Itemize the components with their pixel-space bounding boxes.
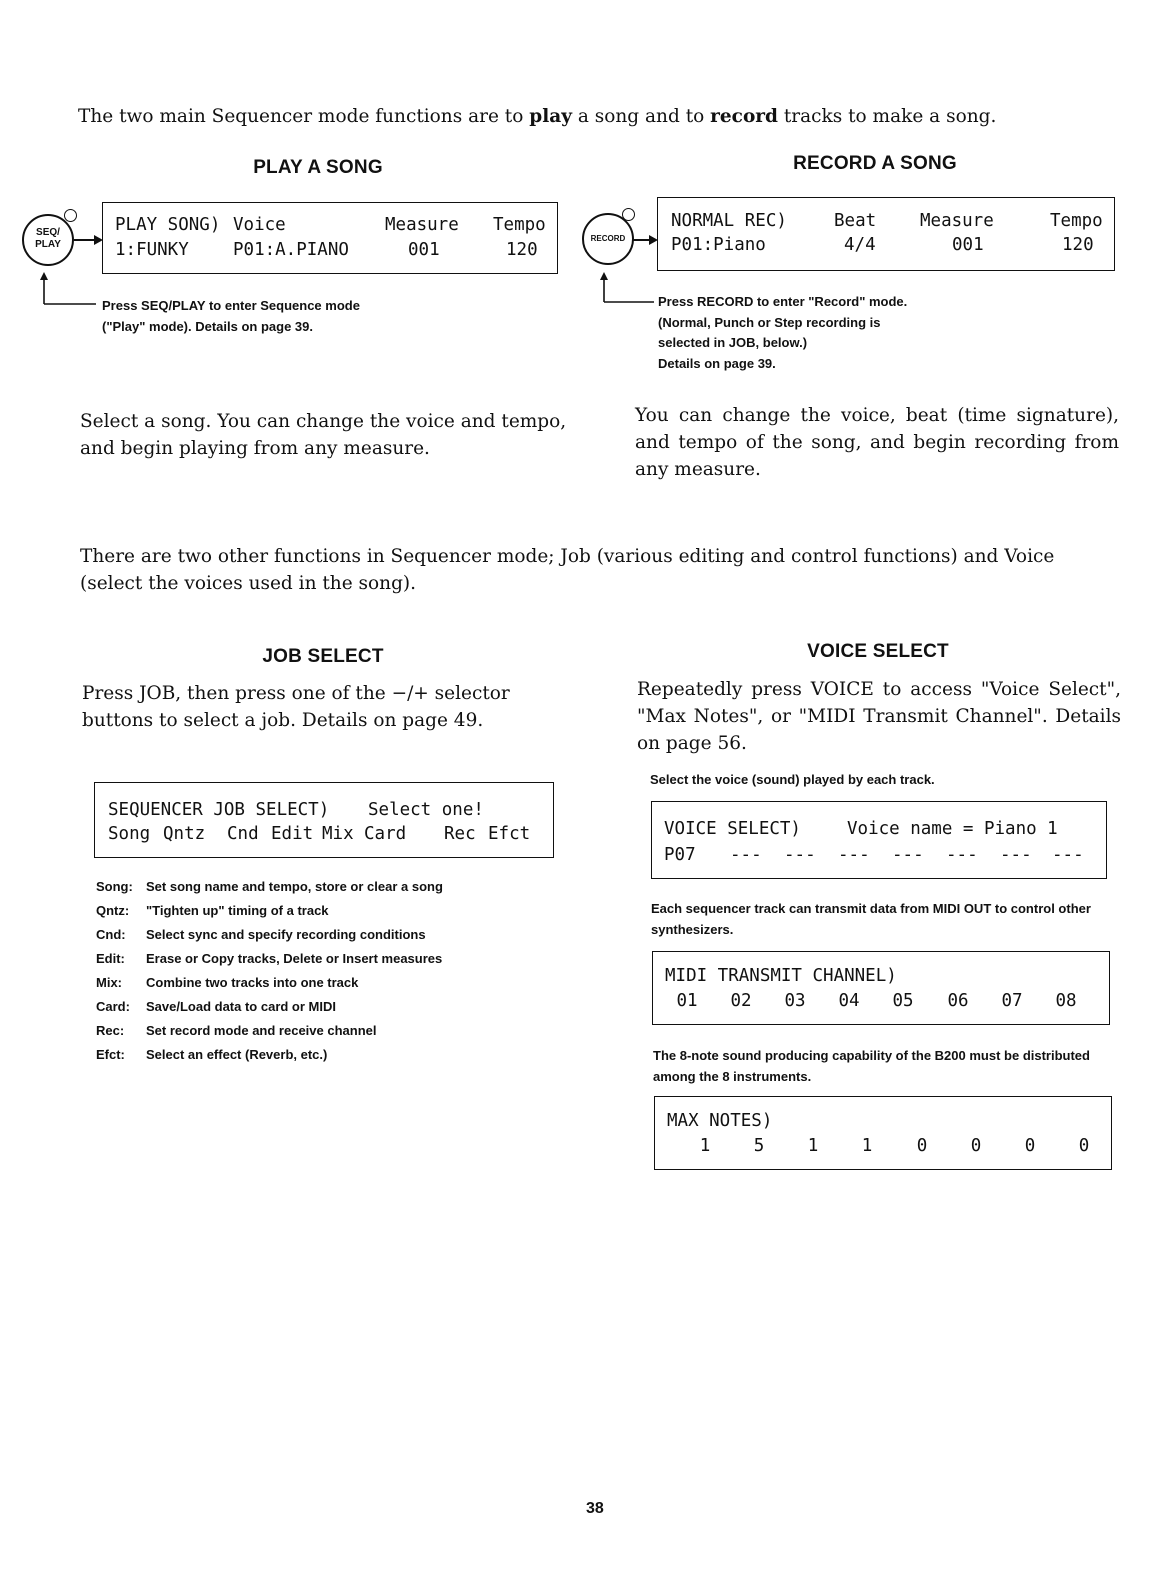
lcd-job-song: Song — [108, 824, 151, 844]
intro-record-word: record — [710, 106, 778, 127]
lcd-voice-track-5: --- — [892, 845, 924, 865]
seq-play-button-icon — [22, 214, 74, 266]
legend-desc: Combine two tracks into one track — [146, 975, 359, 990]
lcd-rec-beat-label: Beat — [834, 211, 877, 231]
lcd-max-val-2: 5 — [753, 1136, 765, 1156]
record-description: You can change the voice, beat (time signature), and tempo of the song, and begin recording from any measure. — [635, 405, 1119, 480]
legend-desc: Select sync and specify recording conditions — [146, 927, 426, 942]
lcd-midi-ch-5: 05 — [892, 991, 914, 1011]
legend-row — [96, 951, 442, 966]
record-note-line-4: Details on page 39. — [658, 355, 776, 371]
play-callout-bracket — [40, 268, 100, 318]
lcd-play-tempo-label: Tempo — [493, 215, 546, 235]
lcd-job-edit: Edit — [271, 824, 314, 844]
lcd-rec-tempo-value: 120 — [1062, 235, 1094, 255]
lcd-play-measure-value: 001 — [408, 240, 440, 260]
play-note — [102, 296, 360, 337]
intro-text-1: The two main Sequencer mode functions are to — [78, 106, 530, 127]
legend-desc: Set record mode and receive channel — [146, 1023, 377, 1038]
intro-text-3: tracks to make a song. — [777, 106, 997, 127]
lcd-max-val-4: 1 — [861, 1136, 873, 1156]
lcd-job-qntz: Qntz — [163, 824, 206, 844]
legend-row — [96, 999, 336, 1014]
play-note-line-1: Press SEQ/PLAY to enter Sequence mode — [102, 298, 360, 313]
job-select-heading: JOB SELECT — [262, 646, 384, 667]
led-indicator-icon — [622, 208, 635, 221]
voice-select-lcd — [651, 801, 1107, 879]
lcd-job-title: SEQUENCER JOB SELECT) — [108, 800, 330, 820]
lcd-max-val-6: 0 — [970, 1136, 982, 1156]
lcd-voice-track-7: --- — [1000, 845, 1032, 865]
lcd-job-cnd: Cnd — [227, 824, 259, 844]
record-note — [658, 292, 907, 374]
legend-row — [96, 927, 426, 942]
lcd-voice-track-8: --- — [1052, 845, 1084, 865]
seq-play-label-1: SEQ/ — [36, 227, 60, 238]
record-song-lcd — [657, 197, 1115, 271]
lcd-max-val-5: 0 — [916, 1136, 928, 1156]
lcd-rec-tempo-label: Tempo — [1050, 211, 1103, 231]
legend-row — [96, 879, 443, 894]
record-callout-bracket — [600, 268, 660, 314]
legend-desc: Save/Load data to card or MIDI — [146, 999, 336, 1014]
legend-key: Cnd: — [96, 927, 126, 942]
legend-desc: "Tighten up" timing of a track — [146, 903, 329, 918]
legend-row — [96, 903, 329, 918]
lcd-max-title: MAX NOTES) — [667, 1111, 773, 1131]
legend-key: Qntz: — [96, 903, 130, 918]
lcd-voice-track-2: --- — [730, 845, 762, 865]
lcd-job-mix: Mix — [322, 824, 354, 844]
record-note-line-2: (Normal, Punch or Step recording is — [658, 314, 881, 330]
intro-play-word: play — [529, 106, 572, 127]
lcd-max-val-7: 0 — [1024, 1136, 1036, 1156]
max-notes-lcd — [654, 1096, 1112, 1170]
legend-desc: Erase or Copy tracks, Delete or Insert measures — [146, 951, 443, 966]
pointer-arrow-icon — [74, 233, 104, 247]
record-note-line-1: Press RECORD to enter "Record" mode. — [658, 294, 908, 309]
lcd-max-val-1: 1 — [699, 1136, 711, 1156]
lcd-voice-title: VOICE SELECT) — [664, 819, 801, 839]
voice-select-heading: VOICE SELECT — [807, 641, 949, 662]
legend-key: Song: — [96, 879, 133, 894]
lcd-job-prompt: Select one! — [368, 800, 484, 820]
midi-transmit-lcd — [652, 951, 1110, 1025]
led-indicator-icon — [64, 209, 77, 222]
voice-description: Repeatedly press VOICE to access "Voice Select", "Max Notes", or "MIDI Transmit Channel". Details on page 56. — [637, 679, 1121, 754]
play-description: Select a song. You can change the voice and tempo, and begin playing from any measure. — [80, 411, 567, 459]
other-functions-paragraph: There are two other functions in Sequencer mode; Job (various editing and control functions) and Voice (select the voices used in the song). — [80, 546, 1055, 594]
lcd-job-efct: Efct — [488, 824, 531, 844]
seq-play-label-2: PLAY — [35, 239, 61, 250]
legend-row — [96, 1023, 376, 1038]
lcd-rec-voice: P01:Piano — [671, 235, 766, 255]
lcd-job-rec: Rec — [444, 824, 476, 844]
legend-row — [96, 975, 358, 990]
lcd-voice-track-6: --- — [946, 845, 978, 865]
lcd-play-mode: PLAY SONG) — [115, 215, 221, 235]
lcd-voice-name: Voice name = Piano 1 — [847, 819, 1058, 839]
lcd-rec-mode: NORMAL REC) — [671, 211, 787, 231]
lcd-play-song: 1:FUNKY — [115, 240, 189, 260]
lcd-rec-measure-value: 001 — [952, 235, 984, 255]
play-song-heading: PLAY A SONG — [253, 157, 383, 178]
pointer-arrow-icon — [633, 233, 659, 247]
page-number: 38 — [586, 1500, 604, 1517]
lcd-job-card: Card — [364, 824, 407, 844]
lcd-voice-track-3: --- — [784, 845, 816, 865]
play-note-line-2: ("Play" mode). Details on page 39. — [102, 318, 313, 334]
legend-desc: Select an effect (Reverb, etc.) — [146, 1047, 328, 1062]
midi-note: Each sequencer track can transmit data from MIDI OUT to control other synthesizers. — [651, 901, 1091, 937]
record-song-heading: RECORD A SONG — [793, 153, 957, 174]
lcd-midi-ch-7: 07 — [1001, 991, 1023, 1011]
lcd-midi-title: MIDI TRANSMIT CHANNEL) — [665, 966, 897, 986]
lcd-play-voice-value: P01:A.PIANO — [233, 240, 349, 260]
lcd-voice-track-1: P07 — [664, 845, 696, 865]
lcd-midi-ch-1: 01 — [676, 991, 698, 1011]
lcd-midi-ch-3: 03 — [784, 991, 806, 1011]
legend-key: Rec: — [96, 1023, 125, 1038]
legend-key: Mix: — [96, 975, 122, 990]
legend-key: Card: — [96, 999, 130, 1014]
play-song-lcd — [102, 202, 558, 274]
lcd-rec-measure-label: Measure — [920, 211, 994, 231]
lcd-midi-ch-2: 02 — [730, 991, 752, 1011]
intro-text-2: a song and to — [571, 106, 711, 127]
lcd-midi-ch-4: 04 — [838, 991, 860, 1011]
job-description: Press JOB, then press one of the −/+ selector buttons to select a job. Details on page 49. — [82, 683, 510, 731]
lcd-voice-track-4: --- — [838, 845, 870, 865]
voice-note: Select the voice (sound) played by each track. — [650, 772, 935, 787]
legend-row — [96, 1047, 327, 1062]
lcd-play-measure-label: Measure — [385, 215, 459, 235]
legend-desc: Set song name and tempo, store or clear a song — [146, 879, 443, 894]
lcd-max-val-3: 1 — [807, 1136, 819, 1156]
legend-key: Edit: — [96, 951, 125, 966]
legend-key: Efct: — [96, 1047, 125, 1062]
lcd-midi-ch-8: 08 — [1055, 991, 1077, 1011]
record-note-line-3: selected in JOB, below.) — [658, 335, 808, 350]
lcd-rec-beat-value: 4/4 — [844, 235, 876, 255]
lcd-play-tempo-value: 120 — [506, 240, 538, 260]
job-select-lcd — [94, 782, 554, 858]
record-button-label: RECORD — [590, 234, 626, 243]
max-notes-note: The 8-note sound producing capability of the B200 must be distributed among the 8 instruments. — [653, 1048, 1090, 1084]
lcd-max-val-8: 0 — [1078, 1136, 1090, 1156]
intro-sentence — [78, 103, 996, 130]
lcd-play-voice-label: Voice — [233, 215, 286, 235]
lcd-midi-ch-6: 06 — [947, 991, 969, 1011]
